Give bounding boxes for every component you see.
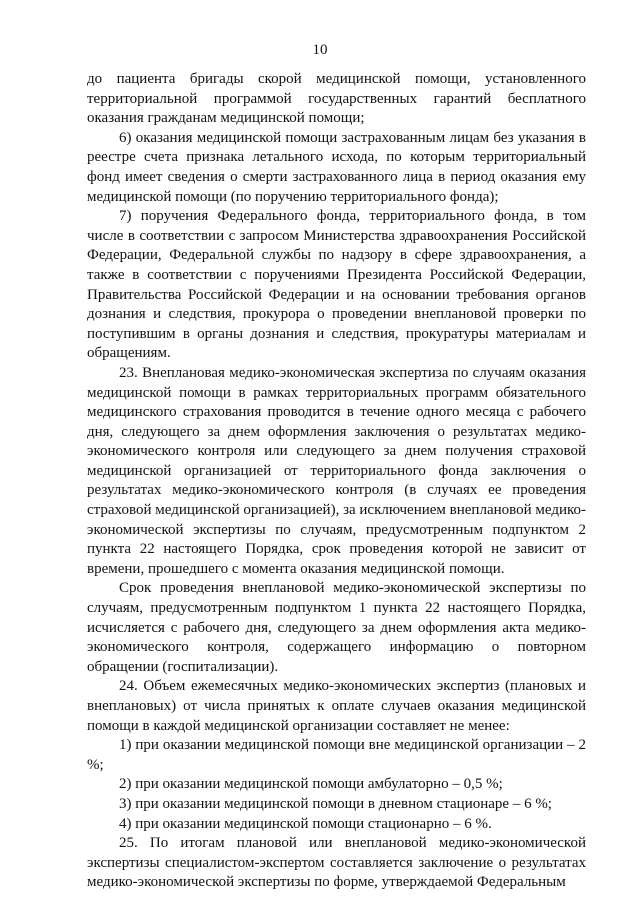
paragraph-section-23: 23. Внеплановая медико-экономическая экспертиза по случаям оказания медицинской помощи в рамках территориальных программ обязательного медицинского страхования проводится в течение одного месяца с рабочего дня, следующего за днем оформления заключения о результатах медико-экономического контроля или следующего за днем получения страховой медицинской организацией от территориального фонда заключения о результатах медико-экономического контроля (в случаях ее проведения страховой медицинской организацией), за исключением внеплановой медико-экономической экспертизы по случаям, предусмотренным подпунктом 2 пункта 22 настоящего Порядка, срок проведения которой не зависит от времени, прошедшего с момента оказания медицинской помощи. — [87, 364, 587, 577]
paragraph-item-2: 2) при оказании медицинской помощи амбулаторно – 0,5 %; — [119, 776, 503, 793]
paragraph-item-3: 3) при оказании медицинской помощи в дневном стационаре – 6 %; — [119, 795, 552, 812]
paragraph-item-6: 6) оказания медицинской помощи застрахованным лицам без указания в реестре счета признака летального исхода, по которым территориальный фонд имеет сведения о смерти застрахованного лица в период оказания ему медицинской помощи (по поручению территориального фонда); — [87, 129, 586, 205]
page-number: 10 — [312, 42, 328, 58]
paragraph-item-4: 4) при оказании медицинской помощи стационарно – 6 %. — [119, 815, 492, 832]
paragraph-continuation: до пациента бригады скорой медицинской помощи, установленного территориальной программой государственных гарантий бесплатного оказания гражданам медицинской помощи; — [87, 71, 586, 127]
document-body — [87, 70, 586, 893]
paragraph-section-23-term: Срок проведения внеплановой медико-экономической экспертизы по случаям, предусмотренным подпунктом 1 пункта 22 настоящего Порядка, исчисляется с рабочего дня, следующего за днем оформления акта медико-экономического контроля, содержащего информацию о повторном обращении (госпитализации). — [87, 580, 586, 675]
paragraph-item-1: 1) при оказании медицинской помощи вне медицинской организации – 2 %; — [87, 737, 586, 773]
paragraph-section-25: 25. По итогам плановой или внеплановой медико-экономической экспертизы специалистом-экспертом составляется заключение о результатах медико-экономической экспертизы по форме, утверждаемой Федеральным — [87, 835, 586, 891]
paragraph-section-24: 24. Объем ежемесячных медико-экономических экспертиз (плановых и внеплановых) от числа принятых к оплате случаев оказания медицинской помощи в каждой медицинской организации составляет не менее: — [87, 678, 586, 734]
paragraph-item-7: 7) поручения Федерального фонда, территориального фонда, в том числе в соответствии с запросом Министерства здравоохранения Российской Федерации, Федеральной службы по надзору в сфере здравоохранения, а также в соответствии с поручениями Президента Российской Федерации, Правительства Российской Федерации и на основании требования органов дознания и следствия, прокурора о проведении внеплановой проверки по поступившим в органы дознания и следствия, прокуратуры материалам и обращениям. — [87, 208, 586, 362]
